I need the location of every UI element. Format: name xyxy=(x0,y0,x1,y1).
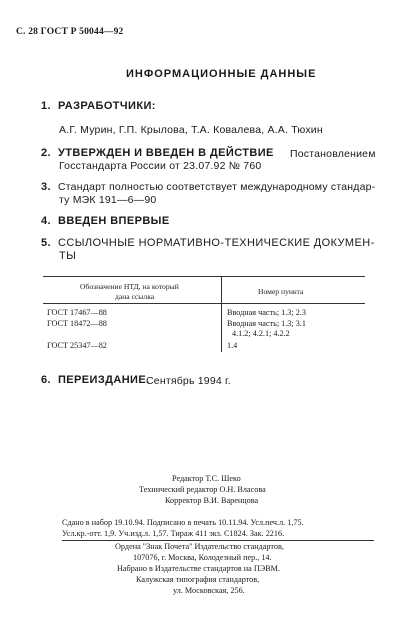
section-5-line1: ССЫЛОЧНЫЕ НОРМАТИВНО-ТЕХНИЧЕСКИЕ ДОКУМЕН- xyxy=(58,237,375,249)
table-header-col1-line1: Обозначение НТД, на который xyxy=(80,282,179,291)
imprint-line-7: ул. Московская, 256. xyxy=(173,586,245,595)
table-row-3-ref: ГОСТ 25347—82 xyxy=(47,341,107,350)
section-3-line2: ту МЭК 191—6—90 xyxy=(59,194,157,206)
section-5-line2: ТЫ xyxy=(59,250,77,262)
section-1-body: А.Г. Мурин, Г.П. Крылова, Т.А. Ковалева, А.А. Тюхин xyxy=(59,124,323,136)
section-4-heading: ВВЕДЕН ВПЕРВЫЕ xyxy=(58,215,170,227)
page-title: ИНФОРМАЦИОННЫЕ ДАННЫЕ xyxy=(126,68,317,80)
imprint-line-1: Сдано в набор 19.10.94. Подписано в печать 10.11.94. Усл.печ.л. 1,75. xyxy=(62,518,304,527)
table-row-1-points: Вводная часть; 1.3; 2.3 xyxy=(227,308,306,317)
table-row-2-points: Вводная часть; 1.3; 3.1 xyxy=(227,319,306,328)
credit-editor: Редактор Т.С. Шеко xyxy=(172,474,241,483)
section-3-number: 3. xyxy=(41,181,51,193)
section-2-heading: УТВЕРЖДЕН И ВВЕДЕН В ДЕЙСТВИЕ xyxy=(58,147,274,159)
imprint-line-5: Набрано в Издательстве стандартов на ПЭВМ. xyxy=(117,564,280,573)
table-column-divider xyxy=(221,276,222,352)
section-6-number: 6. xyxy=(41,374,51,386)
credit-proofreader: Корректор В.И. Варенцова xyxy=(165,496,259,505)
table-header-col1-line2: дана ссылка xyxy=(115,292,155,301)
table-row-1-ref: ГОСТ 17467—88 xyxy=(47,308,107,317)
table-row-3-points: 1.4 xyxy=(227,341,238,350)
section-5-number: 5. xyxy=(41,237,51,249)
table-header-col2: Номер пункта xyxy=(258,287,304,296)
section-6-date: Сентябрь 1994 г. xyxy=(146,375,231,387)
section-1-heading: РАЗРАБОТЧИКИ: xyxy=(58,100,156,112)
credit-tech-editor: Технический редактор О.Н. Власова xyxy=(139,485,266,494)
table-row-2-ref: ГОСТ 18472—88 xyxy=(47,319,107,328)
table-header-rule xyxy=(43,303,365,304)
imprint-line-2: Усл.кр.-отт. 1,9. Уч.изд.л. 1,57. Тираж 411 экз. С1824. Зак. 2216. xyxy=(62,529,285,538)
section-2-number: 2. xyxy=(41,147,51,159)
imprint-line-4: 107076, г. Москва, Колодезный пер., 14. xyxy=(133,553,272,562)
section-2-line2: Госстандарта России от 23.07.92 № 760 xyxy=(59,160,262,172)
running-head: С. 28 ГОСТ Р 50044—92 xyxy=(16,27,124,37)
table-row-2-points-cont: 4.1.2; 4.2.1; 4.2.2 xyxy=(232,329,290,338)
table-top-rule xyxy=(43,276,365,277)
section-1-number: 1. xyxy=(41,100,51,112)
imprint-line-3: Ордена "Знак Почета" Издательство стандартов, xyxy=(115,542,284,551)
section-6-heading: ПЕРЕИЗДАНИЕ. xyxy=(58,374,150,386)
imprint-line-6: Калужская типография стандартов, xyxy=(136,575,260,584)
section-2-rest: Постановлением xyxy=(290,148,376,160)
imprint-rule xyxy=(62,540,374,541)
section-3-line1: Стандарт полностью соответствует международному стандар- xyxy=(58,181,376,193)
section-4-number: 4. xyxy=(41,215,51,227)
